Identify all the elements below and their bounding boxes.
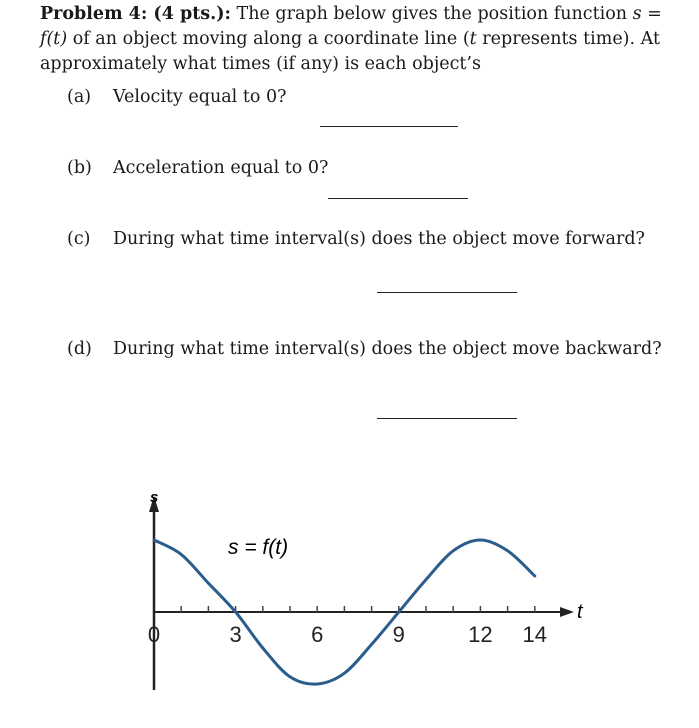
position-graph (110, 478, 590, 718)
x-axis-label: t (577, 601, 583, 623)
math-s-equals: s = (632, 4, 662, 24)
part-c-question: During what time interval(s) does the object move forward? (113, 229, 645, 249)
problem-text-2: of an object moving along a coordinate line ( (67, 29, 470, 49)
answer-blank-a[interactable] (320, 126, 458, 127)
math-f-of-t: f(t) (40, 29, 68, 49)
problem-statement (40, 2, 680, 77)
problem-text-1: The graph below gives the position function (230, 4, 633, 24)
answer-blank-b[interactable] (328, 198, 468, 199)
x-tick-label: 3 (229, 622, 242, 647)
part-d-question: During what time interval(s) does the object move backward? (113, 339, 662, 359)
x-axis-arrow (560, 607, 574, 617)
x-tick-label: 14 (522, 622, 548, 647)
part-b-question: Acceleration equal to 0? (113, 158, 329, 178)
y-axis-label: s (150, 489, 159, 506)
x-tick-label: 12 (468, 622, 493, 647)
part-b (67, 156, 328, 181)
part-b-label: (b) (67, 158, 92, 178)
function-label: s = f(t) (228, 536, 289, 559)
part-a-question: Velocity equal to 0? (113, 87, 287, 107)
problem-text-3: represents time). At approximately what times (if any) is each object’s (40, 29, 660, 74)
x-tick-label: 9 (392, 622, 405, 647)
math-t: t (469, 29, 477, 49)
part-c-label: (c) (67, 229, 91, 249)
problem-heading: Problem 4: (4 pts.): (40, 4, 231, 24)
part-c (67, 227, 645, 252)
x-tick-label: 0 (147, 622, 161, 647)
answer-blank-d[interactable] (377, 418, 517, 419)
graph-axes (149, 496, 574, 690)
part-d-label: (d) (67, 339, 92, 359)
part-d (67, 337, 662, 362)
x-tick-label: 6 (311, 622, 324, 647)
x-axis-tick-labels (148, 622, 547, 647)
answer-blank-c[interactable] (377, 292, 517, 293)
part-a (67, 85, 286, 110)
part-a-label: (a) (67, 87, 92, 107)
